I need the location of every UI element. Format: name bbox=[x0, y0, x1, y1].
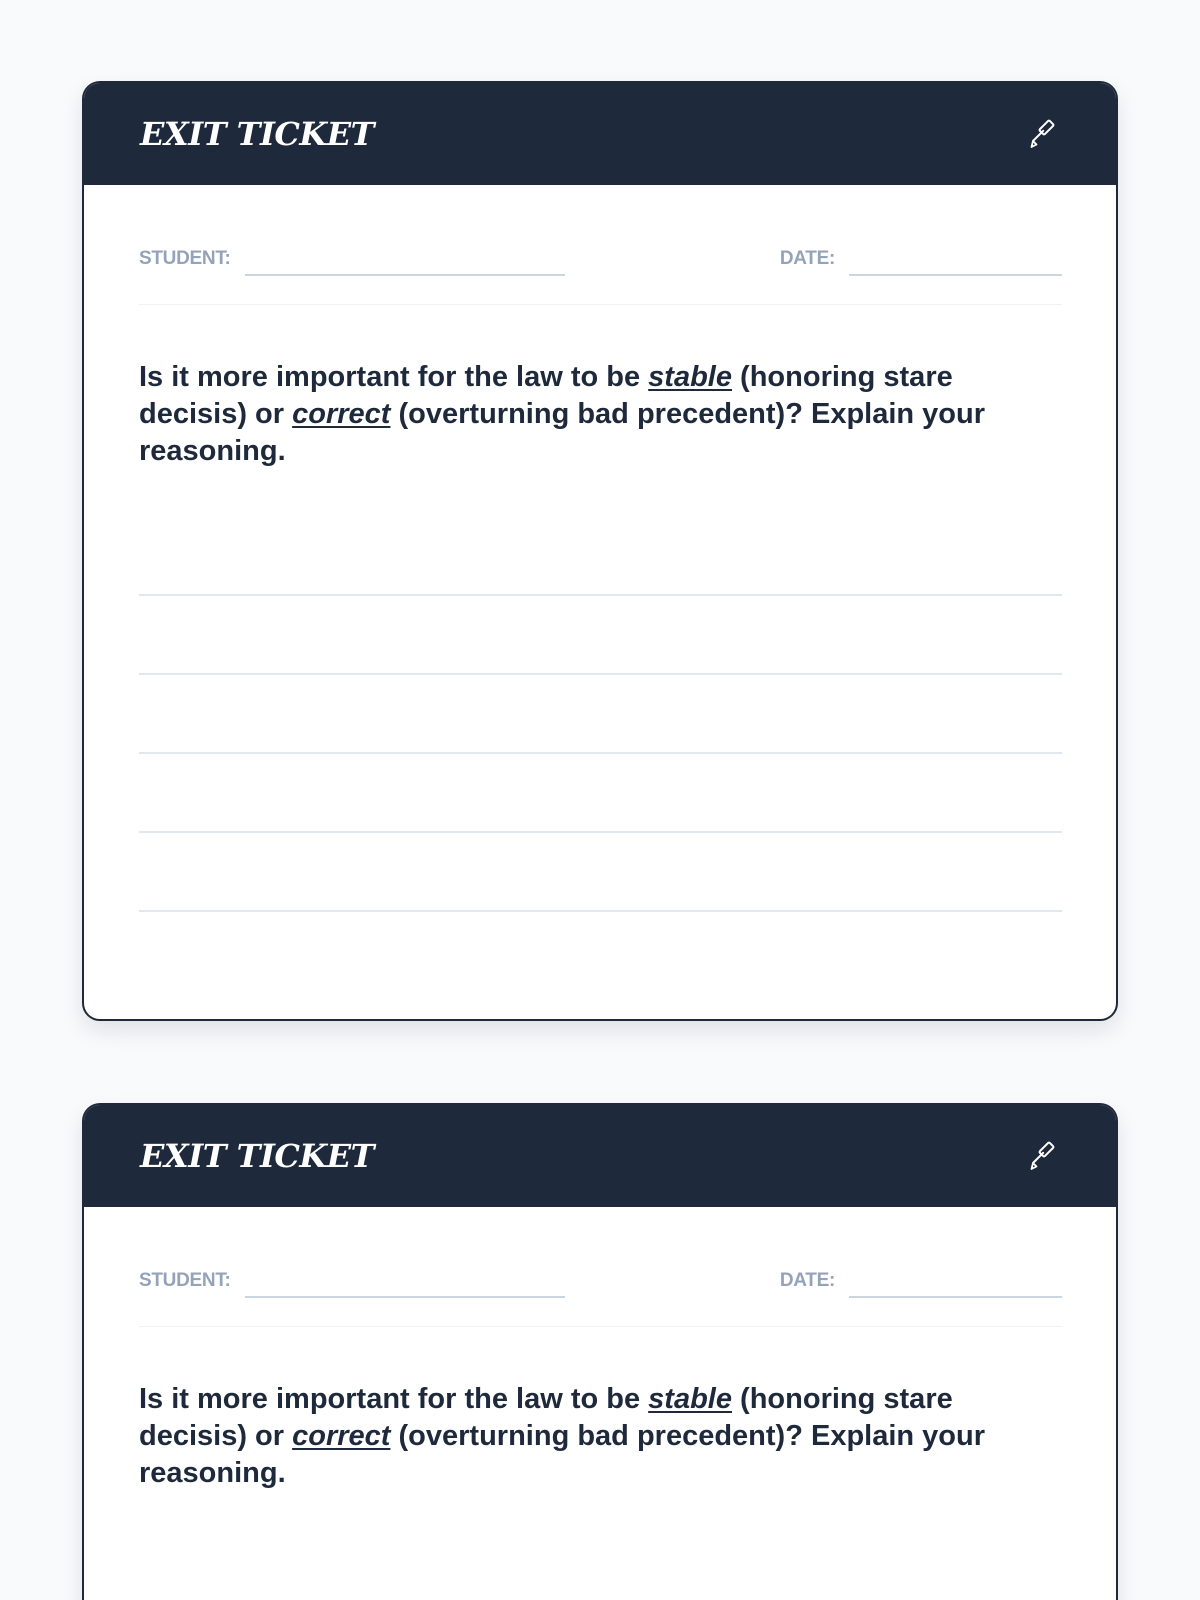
answer-line[interactable] bbox=[139, 675, 1062, 754]
student-date-row bbox=[139, 1207, 1062, 1327]
prompt-emphasis-correct: correct bbox=[292, 1420, 391, 1452]
gavel-icon bbox=[1028, 1139, 1062, 1173]
ticket-title: EXIT TICKET bbox=[140, 1137, 374, 1175]
prompt-emphasis-stable: stable bbox=[648, 361, 732, 393]
student-label: STUDENT: bbox=[139, 1270, 231, 1291]
prompt-emphasis-stable: stable bbox=[648, 1383, 732, 1415]
exit-ticket-card bbox=[82, 1103, 1118, 1600]
exit-ticket-card bbox=[82, 81, 1118, 1021]
gavel-icon bbox=[1028, 117, 1062, 151]
answer-lines[interactable] bbox=[139, 517, 1062, 912]
date-group bbox=[780, 246, 1062, 276]
prompt-text: (overturning bad precedent)? Explain your reasoning. bbox=[139, 398, 986, 467]
answer-lines[interactable] bbox=[139, 1539, 1062, 1600]
date-line[interactable] bbox=[849, 246, 1062, 276]
ticket-body bbox=[84, 1207, 1116, 1600]
answer-line[interactable] bbox=[139, 596, 1062, 675]
student-name-line[interactable] bbox=[245, 1268, 565, 1298]
prompt-text: (overturning bad precedent)? Explain your reasoning. bbox=[139, 1420, 986, 1489]
student-date-row bbox=[139, 185, 1062, 305]
answer-line[interactable] bbox=[139, 517, 1062, 596]
ticket-title: EXIT TICKET bbox=[140, 115, 374, 153]
answer-line[interactable] bbox=[139, 1539, 1062, 1600]
question-prompt bbox=[139, 359, 1062, 470]
student-name-line[interactable] bbox=[245, 246, 565, 276]
ticket-body bbox=[84, 185, 1116, 912]
prompt-text: (honoring stare decisis) or bbox=[139, 361, 953, 430]
prompt-text: (honoring stare decisis) or bbox=[139, 1383, 953, 1452]
prompt-text: Is it more important for the law to be bbox=[139, 1383, 649, 1415]
date-label: DATE: bbox=[779, 248, 835, 269]
prompt-emphasis-correct: correct bbox=[292, 398, 391, 430]
ticket-header bbox=[84, 1105, 1116, 1207]
date-label: DATE: bbox=[779, 1270, 835, 1291]
student-label: STUDENT: bbox=[139, 248, 231, 269]
ticket-header bbox=[84, 83, 1116, 185]
date-group bbox=[780, 1268, 1062, 1298]
question-prompt bbox=[139, 1381, 1062, 1492]
answer-line[interactable] bbox=[139, 833, 1062, 912]
prompt-text: Is it more important for the law to be bbox=[139, 361, 649, 393]
date-line[interactable] bbox=[849, 1268, 1062, 1298]
answer-line[interactable] bbox=[139, 754, 1062, 833]
